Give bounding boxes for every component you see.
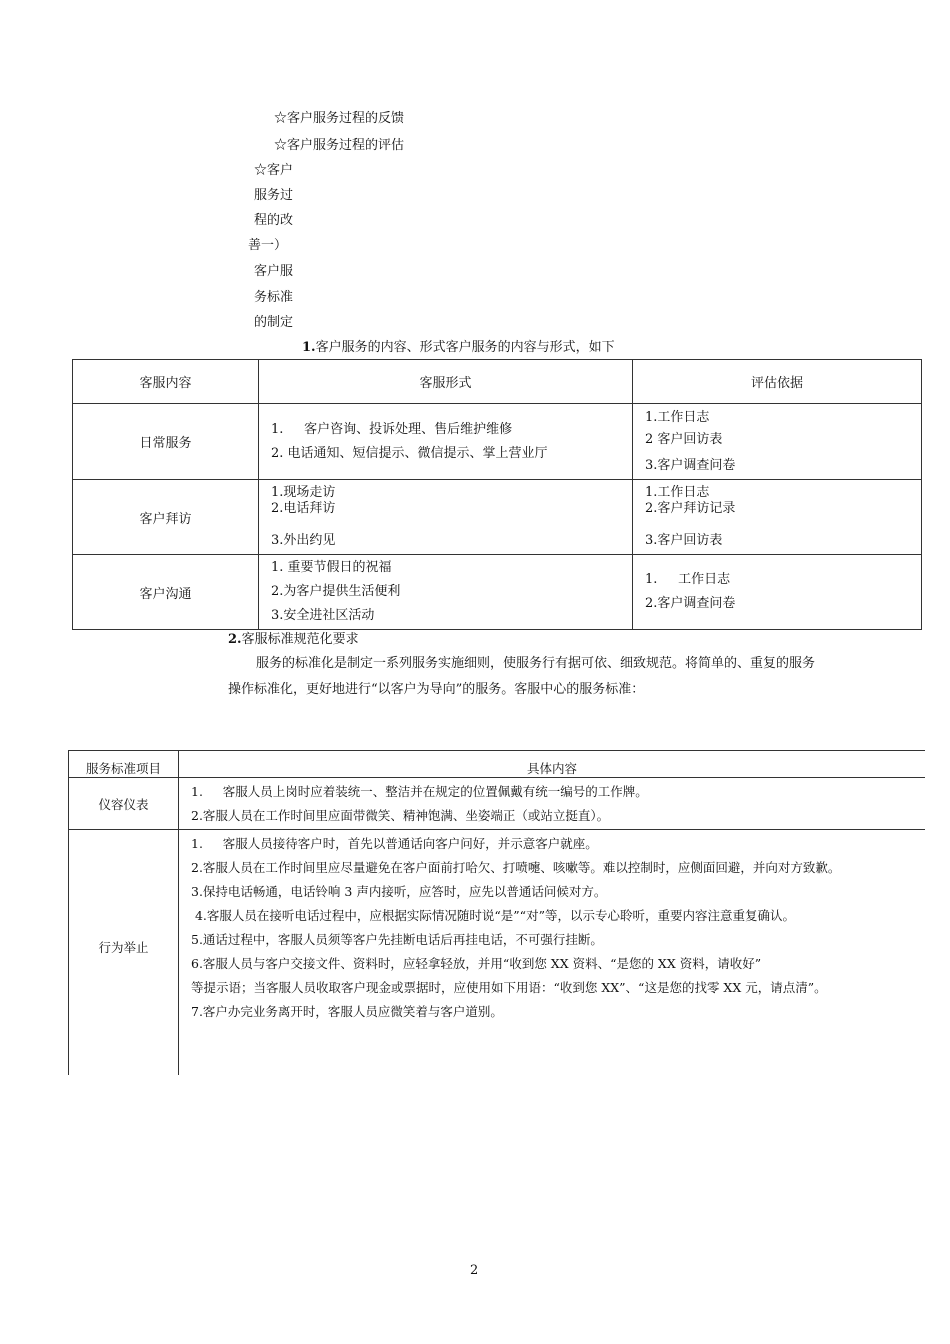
basis-line: 3.客户回访表	[645, 533, 723, 548]
detail-line: 3.保持电话畅通，电话铃响 3 声内接听，应答时，应先以普通话问候对方。	[191, 884, 607, 899]
form-line: 3.外出约见	[271, 533, 336, 548]
detail-line: 4.客服人员在接听电话过程中，应根据实际情况随时说“是”“对”等，以示专心聆听，重要内容注意重复确认。	[191, 908, 795, 923]
standard-heading-line: 客户服	[254, 264, 294, 279]
section2-paragraph-line: 操作标准化，更好地进行“以客户为导向”的服务。客服中心的服务标准：	[228, 682, 645, 697]
section2-number: 2.	[228, 632, 242, 647]
row-item: 仪容仪表	[69, 778, 179, 830]
detail-line: 1. 客服人员上岗时应着装统一、整洁并在规定的位置佩戴有统一编号的工作牌。	[191, 783, 648, 799]
outline-improve-line: 服务过	[254, 188, 294, 203]
form-line: 1.现场走访	[271, 485, 336, 500]
section1-number: 1.	[302, 340, 316, 355]
header-item: 服务标准项目	[69, 751, 179, 778]
row-content: 客户沟通	[73, 555, 259, 630]
basis-line: 2.客户拜访记录	[645, 501, 736, 516]
form-line: 1. 重要节假日的祝福	[271, 560, 392, 575]
section1-title: 客户服务的内容、形式客户服务的内容与形式，如下	[315, 340, 615, 355]
row-item: 行为举止	[69, 830, 179, 1076]
header-content: 客服内容	[73, 360, 259, 404]
service-standard-table-clip	[68, 750, 925, 1075]
service-content-table	[72, 359, 922, 630]
detail-line: 1. 客服人员接待客户时，首先以普通话向客户问好，并示意客户就座。	[191, 836, 598, 851]
row-forms	[259, 480, 633, 555]
table-header-row	[73, 360, 922, 404]
table-row	[69, 778, 926, 830]
table-header-row	[69, 751, 926, 778]
basis-line: 1. 工作日志	[645, 572, 731, 587]
header-basis: 评估依据	[633, 360, 922, 404]
detail-line: 7.客户办完业务离开时，客服人员应微笑着与客户道别。	[191, 1004, 503, 1019]
table-row	[73, 555, 922, 630]
row-detail	[179, 830, 926, 1076]
standard-heading-line: 的制定	[254, 315, 294, 330]
basis-line: 2.客户调查问卷	[645, 596, 736, 611]
row-forms	[259, 555, 633, 630]
page-number: 2	[470, 1263, 479, 1278]
basis-line: 1.工作日志	[645, 485, 710, 500]
table-row	[73, 480, 922, 555]
outline-feedback: ☆客户服务过程的反馈	[274, 111, 405, 126]
form-line: 2. 电话通知、短信提示、微信提示、掌上营业厅	[271, 445, 548, 461]
service-standard-table	[68, 750, 925, 1075]
row-content: 日常服务	[73, 404, 259, 480]
detail-line: 2.客服人员在工作时间里应面带微笑、精神饱满、坐姿端正（或站立挺直）。	[191, 807, 610, 823]
row-basis	[633, 480, 922, 555]
outline-improve-line: 程的改	[254, 213, 294, 228]
section2-heading	[228, 632, 359, 648]
form-line: 1. 客户咨询、投诉处理、售后维护维修	[271, 421, 513, 437]
table-row	[69, 830, 926, 1076]
header-detail: 具体内容	[179, 751, 926, 778]
outline-improve-line: ☆客户	[254, 163, 294, 178]
row-content: 客户拜访	[73, 480, 259, 555]
detail-line: 等提示语；当客服人员收取客户现金或票据时，应使用如下用语：“收到您 XX”、“这是您的找零 XX 元，请点清”。	[191, 980, 827, 995]
detail-line: 2.客服人员在工作时间里应尽量避免在客户面前打哈欠、打喷嚏、咳嗽等。难以控制时，应侧面回避，并向对方致歉。	[191, 860, 841, 875]
section1-heading	[302, 340, 615, 356]
basis-line: 2 客户回访表	[645, 431, 723, 447]
section2-paragraph-line: 服务的标准化是制定一系列服务实施细则，使服务行有据可依、细致规范。将简单的、重复的服务	[256, 656, 816, 671]
row-forms	[259, 404, 633, 480]
outline-improve-line: 善一）	[248, 238, 288, 253]
table-row	[73, 404, 922, 480]
detail-line: 5.通话过程中，客服人员须等客户先挂断电话后再挂电话，不可强行挂断。	[191, 932, 603, 947]
form-line: 3.安全进社区活动	[271, 608, 375, 623]
basis-line: 1.工作日志	[645, 409, 710, 425]
section2-title: 客服标准规范化要求	[241, 632, 359, 647]
detail-line: 6.客服人员与客户交接文件、资料时，应轻拿轻放，并用“收到您 XX 资料、“是您的 XX 资料，请收好”	[191, 956, 762, 971]
header-form: 客服形式	[259, 360, 633, 404]
row-detail	[179, 778, 926, 830]
row-basis	[633, 555, 922, 630]
form-line: 2.为客户提供生活便利	[271, 584, 401, 599]
row-basis	[633, 404, 922, 480]
standard-heading-line: 务标准	[254, 290, 294, 305]
basis-line: 3.客户调查问卷	[645, 457, 736, 473]
form-line: 2.电话拜访	[271, 501, 336, 516]
outline-evaluation: ☆客户服务过程的评估	[274, 138, 405, 153]
